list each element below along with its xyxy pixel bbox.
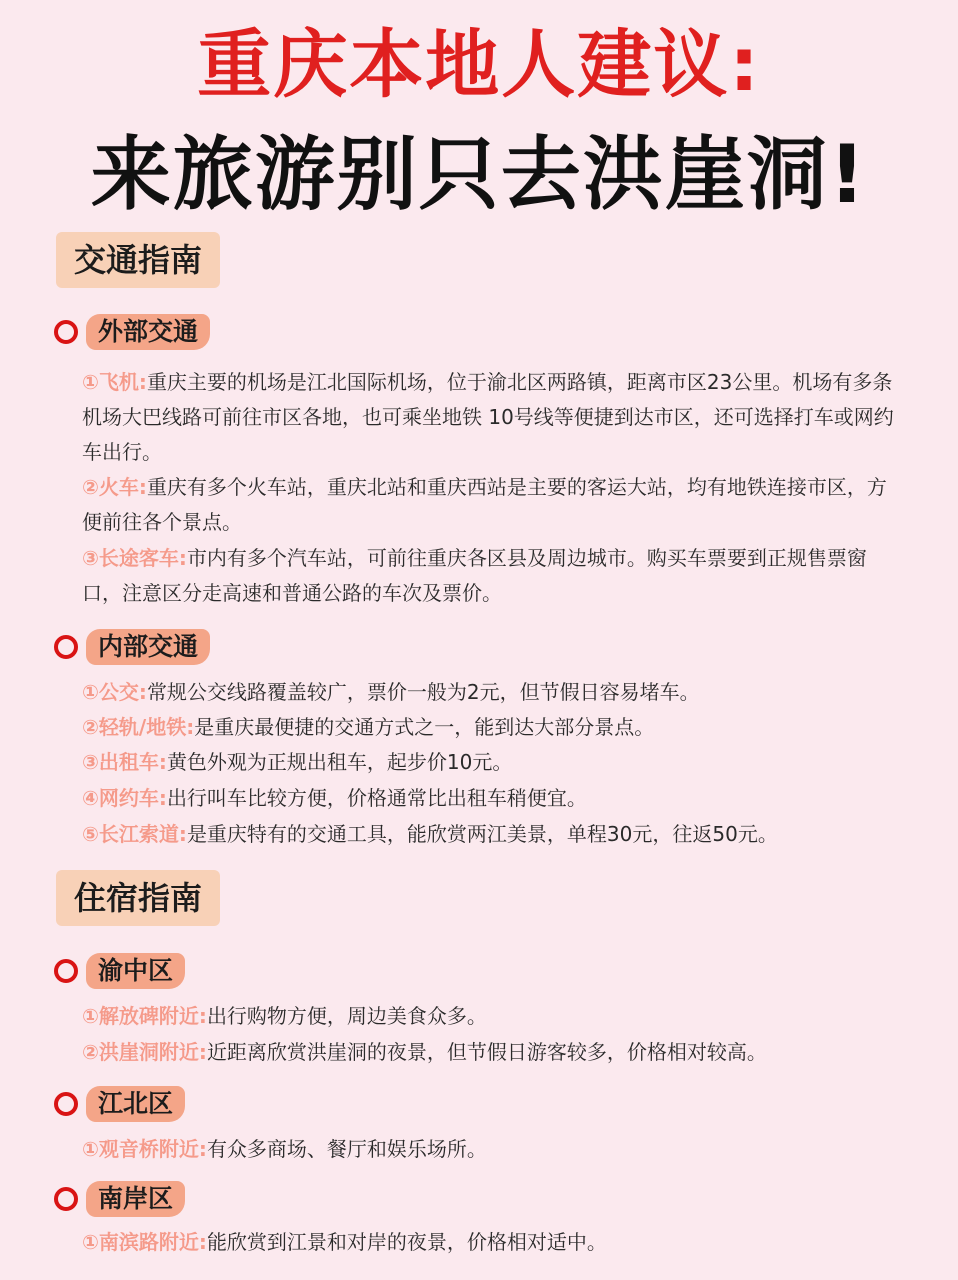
item-text: 重庆主要的机场是江北国际机场，位于渝北区两路镇，距离市区23公里。机场有多条机场大巴线路可前往市区各地，也可乘坐地铁 10号线等便捷到达市区，还可选择打车或网约车出行。: [82, 370, 894, 464]
list-item: [82, 365, 897, 470]
list-item: [82, 1225, 897, 1260]
item-label: ④网约车:: [82, 786, 167, 810]
subsection-yuzhong: [54, 951, 185, 991]
item-label: ②洪崖洞附近:: [82, 1040, 207, 1064]
item-text: 近距离欣赏洪崖洞的夜景，但节假日游客较多，价格相对较高。: [206, 1040, 767, 1064]
list-item: [82, 781, 897, 816]
list-item: [82, 1132, 897, 1167]
subsection-external-transport: [54, 312, 210, 352]
subsection-nanan: [54, 1179, 185, 1219]
list-item: [82, 675, 897, 710]
title-line-1: 重庆本地人建议:: [197, 22, 761, 108]
title-line-2: 来旅游别只去洪崖洞!: [90, 128, 868, 221]
circle-bullet-icon: [54, 1092, 78, 1116]
item-text: 是重庆最便捷的交通方式之一，能到达大部分景点。: [194, 715, 655, 739]
item-label: ①解放碑附近:: [82, 1004, 207, 1028]
subsection-label: 渝中区: [86, 953, 185, 989]
list-item: [82, 1035, 897, 1070]
item-text: 能欣赏到江景和对岸的夜景，价格相对适中。: [206, 1230, 607, 1254]
list-item: [82, 817, 897, 852]
section-heading-lodging: 住宿指南: [56, 870, 220, 926]
item-text: 市内有多个汽车站，可前往重庆各区县及周边城市。购买车票要到正规售票窗口，注意区分走高速和普通公路的车次及票价。: [82, 546, 867, 605]
item-label: ②轻轨/地铁:: [82, 715, 195, 739]
item-label: ⑤长江索道:: [82, 822, 187, 846]
list-item: [82, 470, 897, 540]
item-text: 常规公交线路覆盖较广，票价一般为2元，但节假日容易堵车。: [146, 680, 700, 704]
item-text: 出行叫车比较方便，价格通常比出租车稍便宜。: [166, 786, 587, 810]
subsection-label: 外部交通: [86, 314, 210, 350]
subsection-label: 江北区: [86, 1086, 185, 1122]
item-text: 重庆有多个火车站，重庆北站和重庆西站是主要的客运大站，均有地铁连接市区，方便前往各个景点。: [82, 475, 887, 534]
item-label: ①南滨路附近:: [82, 1230, 207, 1254]
list-item: [82, 999, 897, 1034]
item-text: 有众多商场、餐厅和娱乐场所。: [206, 1137, 487, 1161]
subsection-label: 内部交通: [86, 629, 210, 665]
item-label: ①飞机:: [82, 370, 147, 394]
circle-bullet-icon: [54, 320, 78, 344]
item-label: ①观音桥附近:: [82, 1137, 207, 1161]
subsection-label: 南岸区: [86, 1181, 185, 1217]
item-label: ③出租车:: [82, 750, 167, 774]
circle-bullet-icon: [54, 959, 78, 983]
circle-bullet-icon: [54, 635, 78, 659]
item-label: ②火车:: [82, 475, 147, 499]
item-label: ③长途客车:: [82, 546, 187, 570]
section-heading-transport: 交通指南: [56, 232, 220, 288]
item-label: ①公交:: [82, 680, 147, 704]
circle-bullet-icon: [54, 1187, 78, 1211]
subsection-internal-transport: [54, 627, 210, 667]
item-text: 黄色外观为正规出租车，起步价10元。: [166, 750, 513, 774]
item-text: 是重庆特有的交通工具，能欣赏两江美景，单程30元，往返50元。: [186, 822, 778, 846]
list-item: [82, 710, 897, 745]
subsection-jiangbei: [54, 1084, 185, 1124]
list-item: [82, 541, 897, 611]
item-text: 出行购物方便，周边美食众多。: [206, 1004, 487, 1028]
list-item: [82, 745, 897, 780]
